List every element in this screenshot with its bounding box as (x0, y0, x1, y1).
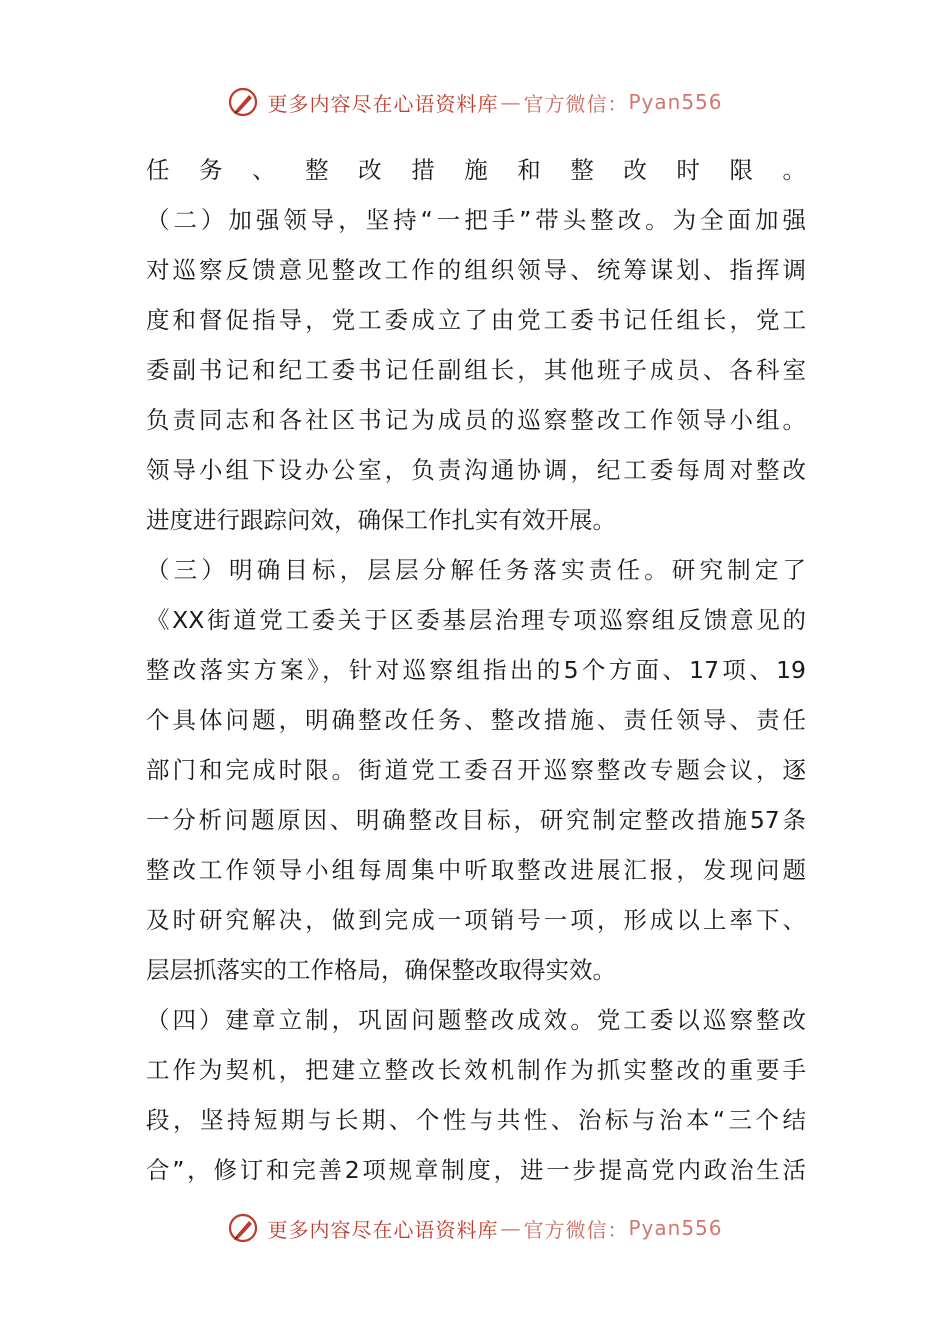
text-line: 个具体问题，明确整改任务、整改措施、责任领导、责任 (146, 706, 806, 734)
text-line: 一分析问题原因、明确整改目标，研究制定整改措施57条 (146, 806, 806, 834)
text-line: （二）加强领导，坚持“一把手”带头整改。为全面加强 (146, 206, 806, 234)
text-line: 整改落实方案》，针对巡察组指出的5个方面、17项、19 (146, 656, 806, 684)
text-line: 对巡察反馈意见整改工作的组织领导、统筹谋划、指挥调 (146, 256, 806, 284)
document-body (146, 145, 806, 1195)
text-line: 领导小组下设办公室，负责沟通协调，纪工委每周对整改 (146, 456, 806, 484)
text-line: （四）建章立制，巩固问题整改成效。党工委以巡察整改 (146, 1006, 806, 1034)
watermark-main-text: 更多内容尽在心语资料库 (267, 91, 499, 116)
watermark-dash: — (500, 1216, 522, 1240)
text-line: 段，坚持短期与长期、个性与共性、治标与治本“三个结 (146, 1106, 806, 1134)
text-line: 层层抓落实的工作格局，确保整改取得实效。 (146, 956, 616, 984)
header-watermark (0, 82, 950, 122)
watermark-wechat-label: 官方微信： (523, 1217, 629, 1242)
text-line: 及时研究解决，做到完成一项销号一项，形成以上率下、 (146, 906, 806, 934)
text-line: 整改工作领导小组每周集中听取整改进展汇报，发现问题 (146, 856, 806, 884)
text-line: （三）明确目标，层层分解任务落实责任。研究制定了 (146, 556, 806, 584)
watermark-main-text: 更多内容尽在心语资料库 (267, 1217, 499, 1242)
text-line: 工作为契机，把建立整改长效机制作为抓实整改的重要手 (146, 1056, 806, 1084)
text-line: 任务、整改措施和整改时限。 (146, 156, 806, 184)
watermark-dash: — (500, 90, 522, 114)
text-line: 《XX街道党工委关于区委基层治理专项巡察组反馈意见的 (146, 606, 806, 634)
watermark-wechat-label: 官方微信： (523, 91, 629, 116)
text-line: 合”，修订和完善2项规章制度，进一步提高党内政治生活 (146, 1156, 806, 1184)
watermark-wechat-id: Pyan556 (628, 1216, 723, 1240)
text-line: 委副书记和纪工委书记任副组长，其他班子成员、各科室 (146, 356, 806, 384)
text-line: 度和督促指导，党工委成立了由党工委书记任组长，党工 (146, 306, 806, 334)
watermark-wechat-id: Pyan556 (628, 90, 723, 114)
text-line: 负责同志和各社区书记为成员的巡察整改工作领导小组。 (146, 406, 806, 434)
pen-logo-icon (227, 1212, 259, 1244)
text-line: 部门和完成时限。街道党工委召开巡察整改专题会议，逐 (146, 756, 806, 784)
pen-logo-icon (227, 86, 259, 118)
text-line: 进度进行跟踪问效，确保工作扎实有效开展。 (146, 506, 616, 534)
footer-watermark (0, 1208, 950, 1248)
